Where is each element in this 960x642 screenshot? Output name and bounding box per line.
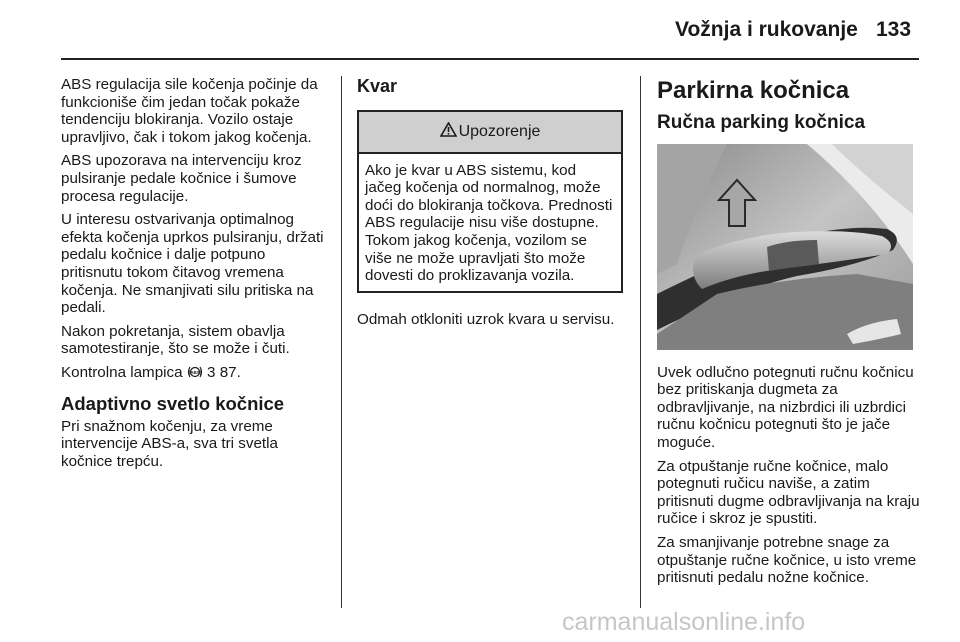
indicator-prefix: Kontrolna lampica — [61, 363, 183, 381]
section-heading: Kvar — [357, 76, 398, 96]
section-heading: Adaptivno svetlo kočnice — [61, 392, 285, 414]
paragraph: Uvek odlučno potegnuti ručnu kočnicu bez pritiskanja dugmeta za odbravljivanje, na nizbrdici ili uzbrdici ručnu kočnicu potegnuti što je jače moguće. — [657, 363, 914, 451]
paragraph: ABS upozorava na intervenciju kroz pulsiranje pedale kočnice i šumove procesa regulacije. — [61, 152, 302, 205]
paragraph: U interesu ostvarivanja optimalnog efekta kočenja uprkos pulsiranju, držati pedalu kočnice i dalje potpuno pritisnutu tokom čitavog vremena kočenja. Ne smanjivati silu pritiska na pedali. — [61, 211, 324, 317]
column-divider-2 — [640, 76, 641, 608]
paragraph: Odmah otkloniti uzrok kvara u servisu. — [357, 310, 615, 328]
section-heading: Parkirna kočnica — [657, 77, 850, 104]
paragraph: Pri snažnom kočenju, za vreme intervencije ABS-a, sva tri svetla kočnice trepću. — [61, 417, 278, 470]
paragraph: ABS regulacija sile kočenja počinje da funkcioniše čim jedan točak pokaže tendenciju blokiranja. Vozilo ostaje upravljivo, čak i tokom jakog kočenja. — [61, 76, 318, 146]
warning-text: Ako je kvar u ABS sistemu, kod jačeg kočenja od normalnog, može doći do blokiranja točkova. Prednosti ABS regulacije nisu više dostupne. Tokom jakog kočenja, vozilom se više ne može upravljati što može dovesti do proklizavanja vozila. — [365, 161, 613, 285]
abs-symbol-text: (ABS) — [188, 369, 202, 375]
paragraph: Nakon pokretanja, sistem obavlja samotestiranje, što se može i čuti. — [61, 322, 290, 358]
paragraph: Za otpuštanje ručne kočnice, malo potegnuti ručicu naviše, a zatim pritisnuti dugme odbravljivanja na kraju ručice i skroz je spustiti. — [657, 457, 920, 528]
column-left — [61, 76, 327, 476]
header-rule — [61, 58, 919, 60]
column-right — [657, 78, 925, 593]
column-middle — [357, 76, 625, 334]
warning-triangle-icon — [440, 122, 457, 142]
page-reference: 3 87. — [207, 363, 241, 381]
subsection-heading: Ručna parking kočnica — [657, 112, 866, 133]
indicator-line — [61, 364, 327, 382]
column-divider-1 — [341, 76, 342, 608]
warning-title: Upozorenje — [458, 122, 541, 140]
handbrake-illustration — [657, 144, 913, 350]
warning-box — [357, 110, 623, 293]
warning-header — [359, 112, 621, 154]
page-header-title: Vožnja i rukovanje — [675, 18, 858, 41]
paragraph: Za smanjivanje potrebne snage za otpuštanje ručne kočnice, u isto vreme pritisnuti pedalu nožne kočnice. — [657, 533, 917, 587]
page-number: 133 — [876, 18, 912, 41]
abs-indicator-icon — [187, 364, 207, 381]
watermark: carmanualsonline.info — [562, 608, 806, 636]
